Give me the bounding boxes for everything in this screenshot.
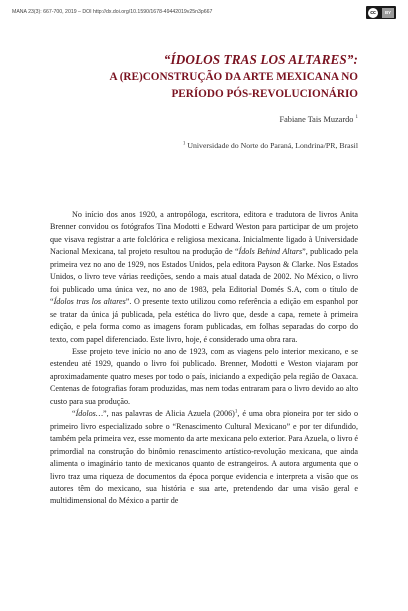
text-run: No início dos anos 1920, a antropóloga, escritora, editora e tradutora de livros Anita Brenner convidou os fotógrafos Tina Modotti e Edward Weston para participar de um projeto que visava registrar a arte folclórica e religiosa mexicana. Inicialmente ligado à Universidade Nacional Mexicana, tal projeto resultou na produção de “: [50, 210, 358, 257]
book-title-spanish: Ídolos tras los altares: [53, 297, 126, 307]
book-title-english: Ídols Behind Altars: [238, 247, 303, 257]
affiliation-text: Universidade do Norte do Paraná, Londrina/PR, Brasil: [187, 141, 358, 150]
author-name: Fabiane Tais Muzardo: [279, 115, 354, 124]
by-attribution-icon: BY: [382, 8, 394, 18]
affiliation: [183, 141, 358, 150]
text-run: ”, publicado pela primeira vez no ano de 1929, nos Estados Unidos, pela editora Payson & Clarke. Nos Estados Unidos, o livro teve várias reedições, sendo a mais atual datada de 2002. No México, o livro foi publicado uma única vez, no ano de 1983, pela Editorial Domés S.A, com o título de “: [50, 247, 358, 307]
body-paragraph-1: [50, 209, 358, 346]
author: [280, 115, 359, 124]
book-title-short: Ídolos…: [75, 409, 104, 419]
text-run: ”, nas palavras de Alicia Azuela (2006): [103, 409, 235, 419]
affiliation-mark: 1: [182, 141, 186, 147]
cc-by-license-badge[interactable]: [366, 6, 396, 19]
title-main: “ÍDOLOS TRAS LOS ALTARES”:: [163, 52, 358, 67]
author-affiliation-mark: 1: [355, 115, 358, 121]
title-sub-line-2: PERÍODO PÓS-REVOLUCIONÁRIO: [171, 88, 358, 100]
text-run: ”. O presente texto utilizou como referência a edição em espanhol por se tratar da única já publicada, pela estética do livro que, desde a capa, remete à primeira edição, e pela forma como as imagens foram publicadas, em folhas separadas do corpo do texto, com papel diferenciado. Este livro, hoje, é considerado uma obra rara.: [50, 297, 358, 344]
article-title: [109, 52, 358, 102]
body-paragraph-3: [50, 408, 358, 508]
title-sub-line-1: A (RE)CONSTRUÇÃO DA ARTE MEXICANA NO: [109, 71, 358, 83]
body-paragraph-2: Esse projeto teve início no ano de 1923, com as viagens pelo interior mexicano, e se estendeu até 1929, quando o livro foi publicado. Brenner, Modotti e Weston viajaram por aproximadamente quatro meses por todo o país, iniciando a expedição pela região de Oaxaca. Centenas de fotografias foram produzidas, mas nem todas entraram para o livro devido ao alto custo para sua produção.: [50, 346, 358, 406]
text-run: “: [72, 409, 76, 419]
article-body: [50, 209, 358, 508]
footnote-mark[interactable]: 1: [234, 409, 238, 415]
journal-citation: MANA 23(3): 667-700, 2019 – DOI http://dx.doi.org/10.1590/1678-49442019v25n3p667: [12, 9, 213, 15]
text-run: , é uma obra pioneira por ter sido o primeiro livro especializado sobre o “Renascimento Cultural Mexicano” e por ter difundido, também pela primeira vez, esse momento da arte mexicana pelo exterior. Para Azuela, o livro é primordial na construção do binômio renascimento artístico-revolução mexicana, que ainda alimenta o imaginário tanto de mexicanos quanto de estrangeiros. A autora argumenta que o livro traz uma riqueza de documentos da época porque evidencia e interpreta a visão que os autores têm do mexicano, sua história e sua arte, pretendendo dar uma visão geral e multidimensional do México a partir de: [50, 409, 358, 506]
cc-icon: cc: [368, 8, 378, 18]
